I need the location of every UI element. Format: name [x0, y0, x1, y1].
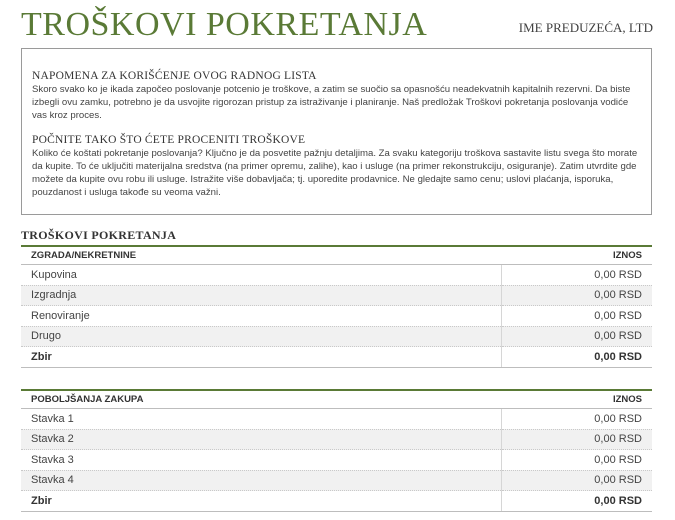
instructions-box: [21, 48, 652, 215]
table-row: [21, 470, 652, 491]
total-amount: 0,00 RSD: [502, 491, 653, 512]
table-row: [21, 285, 652, 306]
item-label-cell[interactable]: Drugo: [21, 326, 502, 347]
building-costs-table: [21, 245, 652, 368]
total-label: Zbir: [21, 491, 502, 512]
item-label-cell[interactable]: Stavka 2: [21, 429, 502, 450]
table-row: [21, 326, 652, 347]
amount-cell[interactable]: 0,00 RSD: [502, 285, 653, 306]
table-row: [21, 409, 652, 430]
table-header-row: [21, 390, 652, 409]
category-header: POBOLJŠANJA ZAKUPA: [21, 390, 502, 409]
item-label-cell[interactable]: Stavka 1: [21, 409, 502, 430]
total-label: Zbir: [21, 347, 502, 368]
estimate-text: Koliko će koštati pokretanje poslovanja? Ključno je da posvetite pažnju detaljima. Za svaku kategoriju troškova sastavite listu svega što morate da kupite. To će uključiti materijalna sredstva (na primer opremu, zalihe), kao i usluge (na primer rekonstrukciju, osiguranje). Zatim utvrdite gde možete da kupite ovu robu ili usluge. Istražite više dobavljača; tj. uporedite prodavnice. Ne gledajte samo cenu; uslovi plaćanja, isporuka, pouzdanost i usluga takođe su veoma važni.: [32, 148, 638, 198]
amount-cell[interactable]: 0,00 RSD: [502, 470, 653, 491]
amount-header: IZNOS: [502, 390, 653, 409]
table-row: [21, 429, 652, 450]
table-row: [21, 450, 652, 471]
amount-cell[interactable]: 0,00 RSD: [502, 306, 653, 327]
total-row: [21, 491, 652, 512]
section-title: TROŠKOVI POKRETANJA: [21, 228, 177, 242]
amount-cell[interactable]: 0,00 RSD: [502, 429, 653, 450]
leasehold-improvements-table: [21, 389, 652, 512]
page-title: TROŠKOVI POKRETANJA: [21, 6, 428, 43]
item-label-cell[interactable]: Kupovina: [21, 265, 502, 286]
table-row: [21, 306, 652, 327]
amount-header: IZNOS: [502, 246, 653, 265]
estimate-heading: POČNITE TAKO ŠTO ĆETE PROCENITI TROŠKOVE: [32, 134, 306, 146]
category-header: ZGRADA/NEKRETNINE: [21, 246, 502, 265]
item-label-cell[interactable]: Izgradnja: [21, 285, 502, 306]
table-header-row: [21, 246, 652, 265]
total-amount: 0,00 RSD: [502, 347, 653, 368]
amount-cell[interactable]: 0,00 RSD: [502, 265, 653, 286]
amount-cell[interactable]: 0,00 RSD: [502, 409, 653, 430]
amount-cell[interactable]: 0,00 RSD: [502, 326, 653, 347]
item-label-cell[interactable]: Stavka 4: [21, 470, 502, 491]
note-heading: NAPOMENA ZA KORIŠĆENJE OVOG RADNOG LISTA: [32, 70, 317, 82]
total-row: [21, 347, 652, 368]
company-name[interactable]: IME PREDUZEĆA, LTD: [518, 20, 653, 35]
note-text: Skoro svako ko je ikada započeo poslovanje potcenio je troškove, a zatim se suočio sa opasnošću neadekvatnih kapitalnih rezervni. Da biste izbegli ovu zamku, potrebno je da usvojite rigorozan pristup za istraživanje i planiranje. Naš predložak Troškovi pokretanja poslovanja vodiće vas kroz proces.: [32, 84, 631, 121]
amount-cell[interactable]: 0,00 RSD: [502, 450, 653, 471]
item-label-cell[interactable]: Renoviranje: [21, 306, 502, 327]
table-row: [21, 265, 652, 286]
item-label-cell[interactable]: Stavka 3: [21, 450, 502, 471]
